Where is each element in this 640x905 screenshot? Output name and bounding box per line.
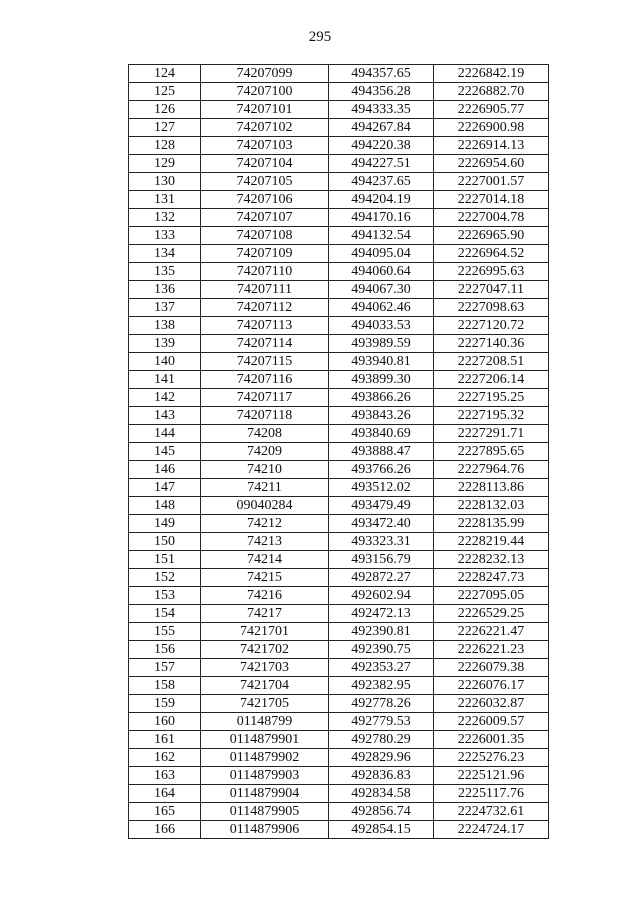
table-row xyxy=(129,713,549,731)
y-coordinate-cell: 2227098.63 xyxy=(434,299,549,317)
x-coordinate-cell: 494227.51 xyxy=(329,155,434,173)
x-coordinate-cell: 494267.84 xyxy=(329,119,434,137)
row-number-cell: 134 xyxy=(129,245,201,263)
point-code-cell: 7421702 xyxy=(201,641,329,659)
row-number-cell: 126 xyxy=(129,101,201,119)
x-coordinate-cell: 492856.74 xyxy=(329,803,434,821)
table-row xyxy=(129,209,549,227)
table-row xyxy=(129,155,549,173)
row-number-cell: 137 xyxy=(129,299,201,317)
point-code-cell: 74207115 xyxy=(201,353,329,371)
x-coordinate-cell: 492353.27 xyxy=(329,659,434,677)
y-coordinate-cell: 2226900.98 xyxy=(434,119,549,137)
y-coordinate-cell: 2224724.17 xyxy=(434,821,549,839)
y-coordinate-cell: 2227095.05 xyxy=(434,587,549,605)
table-row xyxy=(129,335,549,353)
y-coordinate-cell: 2227964.76 xyxy=(434,461,549,479)
row-number-cell: 145 xyxy=(129,443,201,461)
point-code-cell: 0114879904 xyxy=(201,785,329,803)
table-row xyxy=(129,245,549,263)
row-number-cell: 139 xyxy=(129,335,201,353)
point-code-cell: 74207111 xyxy=(201,281,329,299)
y-coordinate-cell: 2226954.60 xyxy=(434,155,549,173)
row-number-cell: 129 xyxy=(129,155,201,173)
row-number-cell: 165 xyxy=(129,803,201,821)
x-coordinate-cell: 492602.94 xyxy=(329,587,434,605)
row-number-cell: 130 xyxy=(129,173,201,191)
table-row xyxy=(129,641,549,659)
table-row xyxy=(129,281,549,299)
row-number-cell: 147 xyxy=(129,479,201,497)
point-code-cell: 74216 xyxy=(201,587,329,605)
point-code-cell: 74214 xyxy=(201,551,329,569)
point-code-cell: 74207114 xyxy=(201,335,329,353)
x-coordinate-cell: 492778.26 xyxy=(329,695,434,713)
table-row xyxy=(129,605,549,623)
y-coordinate-cell: 2226529.25 xyxy=(434,605,549,623)
y-coordinate-cell: 2227047.11 xyxy=(434,281,549,299)
y-coordinate-cell: 2227206.14 xyxy=(434,371,549,389)
row-number-cell: 166 xyxy=(129,821,201,839)
point-code-cell: 09040284 xyxy=(201,497,329,515)
table-row xyxy=(129,389,549,407)
point-code-cell: 0114879903 xyxy=(201,767,329,785)
row-number-cell: 141 xyxy=(129,371,201,389)
x-coordinate-cell: 493766.26 xyxy=(329,461,434,479)
y-coordinate-cell: 2226882.70 xyxy=(434,83,549,101)
row-number-cell: 144 xyxy=(129,425,201,443)
table-row xyxy=(129,353,549,371)
y-coordinate-cell: 2226965.90 xyxy=(434,227,549,245)
row-number-cell: 143 xyxy=(129,407,201,425)
point-code-cell: 0114879901 xyxy=(201,731,329,749)
table-row xyxy=(129,695,549,713)
table-row xyxy=(129,497,549,515)
table-row xyxy=(129,443,549,461)
y-coordinate-cell: 2227004.78 xyxy=(434,209,549,227)
x-coordinate-cell: 493156.79 xyxy=(329,551,434,569)
point-code-cell: 74207117 xyxy=(201,389,329,407)
row-number-cell: 135 xyxy=(129,263,201,281)
row-number-cell: 164 xyxy=(129,785,201,803)
point-code-cell: 74207100 xyxy=(201,83,329,101)
row-number-cell: 159 xyxy=(129,695,201,713)
table-row xyxy=(129,191,549,209)
point-code-cell: 74210 xyxy=(201,461,329,479)
x-coordinate-cell: 492834.58 xyxy=(329,785,434,803)
y-coordinate-cell: 2227208.51 xyxy=(434,353,549,371)
y-coordinate-cell: 2226842.19 xyxy=(434,65,549,83)
table-row xyxy=(129,407,549,425)
table-row xyxy=(129,677,549,695)
y-coordinate-cell: 2226905.77 xyxy=(434,101,549,119)
y-coordinate-cell: 2228132.03 xyxy=(434,497,549,515)
x-coordinate-cell: 492382.95 xyxy=(329,677,434,695)
point-code-cell: 0114879902 xyxy=(201,749,329,767)
point-code-cell: 74207102 xyxy=(201,119,329,137)
point-code-cell: 74207118 xyxy=(201,407,329,425)
row-number-cell: 160 xyxy=(129,713,201,731)
table-row xyxy=(129,137,549,155)
table-row xyxy=(129,731,549,749)
point-code-cell: 74207113 xyxy=(201,317,329,335)
y-coordinate-cell: 2226009.57 xyxy=(434,713,549,731)
row-number-cell: 163 xyxy=(129,767,201,785)
table-row xyxy=(129,101,549,119)
row-number-cell: 156 xyxy=(129,641,201,659)
row-number-cell: 128 xyxy=(129,137,201,155)
y-coordinate-cell: 2226001.35 xyxy=(434,731,549,749)
table-row xyxy=(129,227,549,245)
row-number-cell: 162 xyxy=(129,749,201,767)
y-coordinate-cell: 2227195.25 xyxy=(434,389,549,407)
y-coordinate-cell: 2226079.38 xyxy=(434,659,549,677)
point-code-cell: 74207110 xyxy=(201,263,329,281)
y-coordinate-cell: 2228135.99 xyxy=(434,515,549,533)
table-row xyxy=(129,623,549,641)
table-row xyxy=(129,461,549,479)
point-code-cell: 74207101 xyxy=(201,101,329,119)
point-code-cell: 0114879906 xyxy=(201,821,329,839)
y-coordinate-cell: 2227140.36 xyxy=(434,335,549,353)
point-code-cell: 74207116 xyxy=(201,371,329,389)
point-code-cell: 74217 xyxy=(201,605,329,623)
x-coordinate-cell: 492390.81 xyxy=(329,623,434,641)
y-coordinate-cell: 2227195.32 xyxy=(434,407,549,425)
y-coordinate-cell: 2226964.52 xyxy=(434,245,549,263)
row-number-cell: 153 xyxy=(129,587,201,605)
point-code-cell: 74207106 xyxy=(201,191,329,209)
point-code-cell: 74207104 xyxy=(201,155,329,173)
row-number-cell: 132 xyxy=(129,209,201,227)
row-number-cell: 146 xyxy=(129,461,201,479)
table-row xyxy=(129,587,549,605)
row-number-cell: 150 xyxy=(129,533,201,551)
x-coordinate-cell: 494033.53 xyxy=(329,317,434,335)
table-row xyxy=(129,425,549,443)
row-number-cell: 140 xyxy=(129,353,201,371)
y-coordinate-cell: 2226221.47 xyxy=(434,623,549,641)
x-coordinate-cell: 492829.96 xyxy=(329,749,434,767)
x-coordinate-cell: 494095.04 xyxy=(329,245,434,263)
x-coordinate-cell: 494060.64 xyxy=(329,263,434,281)
x-coordinate-cell: 492390.75 xyxy=(329,641,434,659)
point-code-cell: 0114879905 xyxy=(201,803,329,821)
point-code-cell: 74209 xyxy=(201,443,329,461)
row-number-cell: 131 xyxy=(129,191,201,209)
point-code-cell: 74207103 xyxy=(201,137,329,155)
row-number-cell: 149 xyxy=(129,515,201,533)
x-coordinate-cell: 492779.53 xyxy=(329,713,434,731)
x-coordinate-cell: 494356.28 xyxy=(329,83,434,101)
x-coordinate-cell: 494062.46 xyxy=(329,299,434,317)
x-coordinate-cell: 494067.30 xyxy=(329,281,434,299)
row-number-cell: 124 xyxy=(129,65,201,83)
row-number-cell: 151 xyxy=(129,551,201,569)
point-code-cell: 01148799 xyxy=(201,713,329,731)
row-number-cell: 155 xyxy=(129,623,201,641)
table-row xyxy=(129,749,549,767)
x-coordinate-cell: 493940.81 xyxy=(329,353,434,371)
table-row xyxy=(129,533,549,551)
row-number-cell: 133 xyxy=(129,227,201,245)
table-row xyxy=(129,785,549,803)
y-coordinate-cell: 2228219.44 xyxy=(434,533,549,551)
point-code-cell: 74212 xyxy=(201,515,329,533)
point-code-cell: 74213 xyxy=(201,533,329,551)
point-code-cell: 7421701 xyxy=(201,623,329,641)
x-coordinate-cell: 493479.49 xyxy=(329,497,434,515)
x-coordinate-cell: 494204.19 xyxy=(329,191,434,209)
y-coordinate-cell: 2226076.17 xyxy=(434,677,549,695)
table-row xyxy=(129,263,549,281)
x-coordinate-cell: 492780.29 xyxy=(329,731,434,749)
row-number-cell: 148 xyxy=(129,497,201,515)
table-row xyxy=(129,803,549,821)
table-row xyxy=(129,317,549,335)
y-coordinate-cell: 2227895.65 xyxy=(434,443,549,461)
table-row xyxy=(129,371,549,389)
point-code-cell: 7421703 xyxy=(201,659,329,677)
x-coordinate-cell: 493888.47 xyxy=(329,443,434,461)
y-coordinate-cell: 2227001.57 xyxy=(434,173,549,191)
x-coordinate-cell: 493512.02 xyxy=(329,479,434,497)
row-number-cell: 125 xyxy=(129,83,201,101)
table-row xyxy=(129,173,549,191)
x-coordinate-cell: 493989.59 xyxy=(329,335,434,353)
table-row xyxy=(129,119,549,137)
point-code-cell: 74207109 xyxy=(201,245,329,263)
x-coordinate-cell: 492854.15 xyxy=(329,821,434,839)
point-code-cell: 7421704 xyxy=(201,677,329,695)
point-code-cell: 74207108 xyxy=(201,227,329,245)
point-code-cell: 74207105 xyxy=(201,173,329,191)
x-coordinate-cell: 493866.26 xyxy=(329,389,434,407)
x-coordinate-cell: 494333.35 xyxy=(329,101,434,119)
table-row xyxy=(129,299,549,317)
point-code-cell: 74211 xyxy=(201,479,329,497)
y-coordinate-cell: 2227120.72 xyxy=(434,317,549,335)
table-row xyxy=(129,569,549,587)
table-row xyxy=(129,551,549,569)
row-number-cell: 136 xyxy=(129,281,201,299)
row-number-cell: 127 xyxy=(129,119,201,137)
row-number-cell: 152 xyxy=(129,569,201,587)
x-coordinate-cell: 493472.40 xyxy=(329,515,434,533)
point-code-cell: 74207112 xyxy=(201,299,329,317)
y-coordinate-cell: 2226995.63 xyxy=(434,263,549,281)
table-row xyxy=(129,821,549,839)
x-coordinate-cell: 493323.31 xyxy=(329,533,434,551)
y-coordinate-cell: 2227014.18 xyxy=(434,191,549,209)
row-number-cell: 158 xyxy=(129,677,201,695)
table-row xyxy=(129,479,549,497)
x-coordinate-cell: 492872.27 xyxy=(329,569,434,587)
row-number-cell: 142 xyxy=(129,389,201,407)
y-coordinate-cell: 2228232.13 xyxy=(434,551,549,569)
x-coordinate-cell: 493840.69 xyxy=(329,425,434,443)
y-coordinate-cell: 2226032.87 xyxy=(434,695,549,713)
point-code-cell: 74207107 xyxy=(201,209,329,227)
x-coordinate-cell: 492836.83 xyxy=(329,767,434,785)
point-code-cell: 74215 xyxy=(201,569,329,587)
x-coordinate-cell: 494357.65 xyxy=(329,65,434,83)
x-coordinate-cell: 492472.13 xyxy=(329,605,434,623)
point-code-cell: 74207099 xyxy=(201,65,329,83)
page-number: 295 xyxy=(308,29,332,45)
table-row xyxy=(129,65,549,83)
y-coordinate-cell: 2224732.61 xyxy=(434,803,549,821)
table-row xyxy=(129,515,549,533)
x-coordinate-cell: 494170.16 xyxy=(329,209,434,227)
x-coordinate-cell: 494132.54 xyxy=(329,227,434,245)
x-coordinate-cell: 494237.65 xyxy=(329,173,434,191)
y-coordinate-cell: 2228113.86 xyxy=(434,479,549,497)
table-row xyxy=(129,659,549,677)
point-code-cell: 74208 xyxy=(201,425,329,443)
table-row xyxy=(129,767,549,785)
y-coordinate-cell: 2225121.96 xyxy=(434,767,549,785)
y-coordinate-cell: 2225276.23 xyxy=(434,749,549,767)
y-coordinate-cell: 2228247.73 xyxy=(434,569,549,587)
point-code-cell: 7421705 xyxy=(201,695,329,713)
x-coordinate-cell: 493843.26 xyxy=(329,407,434,425)
x-coordinate-cell: 494220.38 xyxy=(329,137,434,155)
table-body xyxy=(129,65,549,839)
coordinates-table xyxy=(128,64,549,839)
y-coordinate-cell: 2226914.13 xyxy=(434,137,549,155)
y-coordinate-cell: 2226221.23 xyxy=(434,641,549,659)
table-row xyxy=(129,83,549,101)
row-number-cell: 138 xyxy=(129,317,201,335)
row-number-cell: 154 xyxy=(129,605,201,623)
y-coordinate-cell: 2227291.71 xyxy=(434,425,549,443)
y-coordinate-cell: 2225117.76 xyxy=(434,785,549,803)
row-number-cell: 157 xyxy=(129,659,201,677)
x-coordinate-cell: 493899.30 xyxy=(329,371,434,389)
row-number-cell: 161 xyxy=(129,731,201,749)
